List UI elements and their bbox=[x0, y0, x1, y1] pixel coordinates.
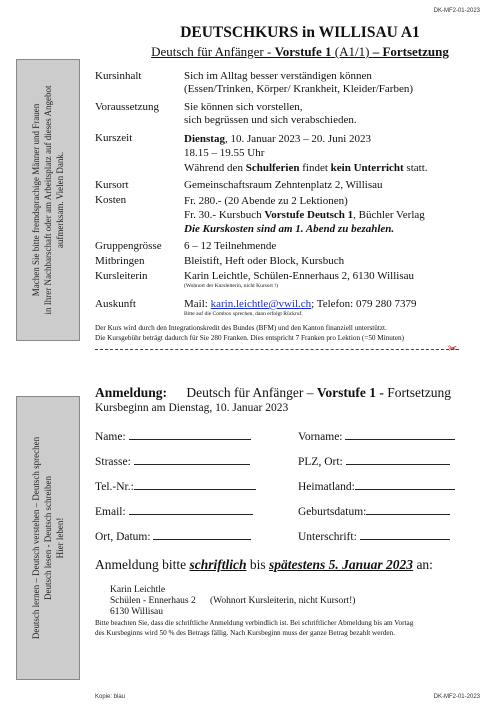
strasse-input-line[interactable] bbox=[134, 454, 250, 465]
label-auskunft: Auskunft bbox=[95, 298, 136, 310]
value-voraussetzung bbox=[184, 101, 357, 127]
sidebar-recommendation-box bbox=[16, 59, 80, 341]
document-code: DK-MF2-01-2023 bbox=[433, 8, 480, 14]
auskunft-phone: ; Telefon: 079 280 7379 bbox=[311, 298, 417, 310]
label-kursleiterin: Kursleiterin bbox=[95, 270, 148, 282]
ferien-bold: kein Unterricht bbox=[330, 162, 404, 174]
sidebar-line: Deutsch lesen - Deutsch schreiben bbox=[43, 476, 53, 600]
sidebar-slogan-text bbox=[30, 437, 66, 639]
kurszeit-ferien bbox=[184, 161, 428, 175]
value-gruppengroesse: 6 – 12 Teilnehmende bbox=[184, 240, 277, 252]
label-voraussetzung: Voraussetzung bbox=[95, 101, 159, 113]
value-kursleiterin bbox=[184, 270, 414, 290]
ferien-bold: Schulferien bbox=[245, 162, 300, 174]
label-gruppengroesse: Gruppengrösse bbox=[95, 240, 162, 252]
address-street: Schülen - Ennerhaus 2 bbox=[110, 596, 196, 606]
sidebar-line: aufmerksam. Vielen Dank. bbox=[55, 151, 65, 249]
ferien-text: statt. bbox=[403, 162, 428, 174]
plz-input-line[interactable] bbox=[346, 454, 450, 465]
auskunft-note: Bitte auf die Combox sprechen, dann erfolgt Rückruf. bbox=[184, 311, 303, 317]
registration-heading bbox=[95, 385, 451, 401]
field-geburtsdatum[interactable] bbox=[298, 504, 450, 518]
sidebar-line: in Ihrer Nachbarschaft oder am Arbeitsplatz auf dieses Angebot bbox=[43, 85, 53, 315]
instruction-text: Anmeldung bitte bbox=[95, 557, 190, 572]
field-ort-datum[interactable] bbox=[95, 529, 251, 543]
kursinhalt-line: Sich im Alltag besser verständigen können bbox=[184, 70, 372, 82]
value-kursinhalt bbox=[184, 70, 413, 96]
footer-copy-note: Kopie: blau bbox=[95, 694, 126, 700]
field-label: Strasse: bbox=[95, 456, 131, 468]
note-line: des Kursbeginns wird 50 % des Betrags fällig. Nach Kursbeginn muss der ganze Betrag bezahlt werden. bbox=[95, 629, 395, 637]
field-label: Ort, Datum: bbox=[95, 531, 151, 543]
registration-course-suffix: Fortsetzung bbox=[383, 385, 451, 400]
subtitle-level: Vorstufe 1 bbox=[274, 44, 332, 59]
sidebar-line: Deutsch lernen – Deutsch verstehen – Deutsch sprechen bbox=[31, 436, 41, 640]
sidebar-line: Hier leben! bbox=[55, 517, 65, 559]
instruction-deadline: spätestens 5. Januar 2023 bbox=[269, 557, 414, 572]
field-strasse[interactable] bbox=[95, 454, 250, 468]
scissors-icon: ✂ bbox=[448, 343, 458, 355]
cut-line bbox=[95, 349, 459, 350]
ferien-text: findet bbox=[299, 162, 331, 174]
kosten-publisher: , Büchler Verlag bbox=[353, 209, 425, 221]
registration-title: Anmeldung: bbox=[95, 385, 168, 400]
field-plz-ort[interactable] bbox=[298, 454, 450, 468]
field-label: Unterschrift: bbox=[298, 531, 357, 543]
kurszeit-dates bbox=[184, 132, 428, 146]
instruction-emphasis: schriftlich bbox=[189, 557, 247, 572]
kursleiterin-note: (Wohnort der Kursleiterin, nicht Kursort !) bbox=[184, 283, 278, 289]
auskunft-line bbox=[184, 298, 417, 311]
field-name[interactable] bbox=[95, 429, 251, 443]
ferien-text: Während den bbox=[184, 162, 246, 174]
address-note: (Wohnort Kursleiterin, nicht Kursort!) bbox=[210, 596, 356, 606]
voraussetzung-line: sich begrüssen und sich verabschieden. bbox=[184, 114, 357, 126]
label-kosten: Kosten bbox=[95, 194, 127, 206]
ort-datum-input-line[interactable] bbox=[153, 529, 251, 540]
page-subtitle bbox=[120, 44, 480, 60]
auskunft-mail-prefix: Mail: bbox=[184, 298, 211, 310]
kurszeit-day: Dienstag bbox=[184, 133, 225, 145]
name-input-line[interactable] bbox=[129, 429, 251, 440]
sidebar-line: Machen Sie bitte fremdsprachige Männer und Frauen bbox=[31, 103, 41, 297]
kosten-book: Fr. 30.- Kursbuch bbox=[184, 209, 265, 221]
field-vorname[interactable] bbox=[298, 429, 455, 443]
field-label: Tel.-Nr.: bbox=[95, 481, 134, 493]
field-tel[interactable] bbox=[95, 479, 256, 493]
kurszeit-range: , 10. Januar 2023 – 20. Juni 2023 bbox=[224, 133, 371, 145]
address-city: 6130 Willisau bbox=[110, 607, 164, 617]
label-kursinhalt: Kursinhalt bbox=[95, 70, 142, 82]
email-link[interactable]: karin.leichtle@vwil.ch bbox=[210, 298, 312, 310]
sidebar-slogan-box bbox=[16, 396, 80, 680]
kosten-book-title: Vorstufe Deutsch 1 bbox=[264, 209, 354, 221]
field-label: PLZ, Ort: bbox=[298, 456, 343, 468]
registration-start-date: Kursbeginn am Dienstag, 10. Januar 2023 bbox=[95, 402, 289, 414]
subtitle-level-code: (A1/1) bbox=[331, 44, 373, 59]
value-auskunft bbox=[184, 298, 417, 318]
registration-course-level: Vorstufe 1 - bbox=[316, 385, 384, 400]
binding-registration-note bbox=[95, 618, 413, 638]
email-input-line[interactable] bbox=[129, 504, 253, 515]
kursinhalt-line: (Essen/Trinken, Körper/ Krankheit, Kleider/Farben) bbox=[184, 83, 414, 95]
instruction-text: an: bbox=[413, 557, 433, 572]
kurszeit-time: 18.15 – 19.55 Uhr bbox=[184, 147, 265, 159]
funding-line: Der Kurs wird durch den Integrationskredit des Bundes (BFM) und den Kanton finanziell unterstützt. bbox=[95, 324, 387, 332]
kosten-line: Fr. 280.- (20 Abende zu 2 Lektionen) bbox=[184, 195, 348, 207]
label-mitbringen: Mitbringen bbox=[95, 255, 145, 267]
value-mitbringen: Bleistift, Heft oder Block, Kursbuch bbox=[184, 255, 345, 267]
field-label: Name: bbox=[95, 431, 126, 443]
page-title: DEUTSCHKURS in WILLISAU A1 bbox=[180, 24, 420, 41]
kosten-payment-note: Die Kurskosten sind am 1. Abend zu bezahlen. bbox=[184, 223, 395, 235]
subtitle-suffix: – Fortsetzung bbox=[372, 44, 449, 59]
funding-note bbox=[95, 323, 404, 343]
vorname-input-line[interactable] bbox=[345, 429, 455, 440]
value-kosten bbox=[184, 194, 425, 236]
footer-document-code: DK-MF2-01-2023 bbox=[433, 694, 480, 700]
funding-line: Die Kursgebühr beträgt dadurch für Sie 280 Franken. Dies entspricht 7 Franken pro Lektion (=50 Minuten) bbox=[95, 334, 405, 342]
field-unterschrift[interactable] bbox=[298, 529, 450, 543]
kursleiterin-line: Karin Leichtle, Schülen-Ennerhaus 2, 6130 Willisau bbox=[184, 270, 414, 282]
tel-input-line[interactable] bbox=[134, 479, 256, 490]
instruction-text: bis bbox=[246, 557, 270, 572]
field-label: Vorname: bbox=[298, 431, 343, 443]
field-heimatland[interactable] bbox=[298, 479, 455, 493]
field-label: Geburtsdatum: bbox=[298, 506, 367, 518]
label-kurszeit: Kurszeit bbox=[95, 132, 133, 144]
field-label: Heimatland: bbox=[298, 481, 355, 493]
value-kursort: Gemeinschaftsraum Zehntenplatz 2, Willisau bbox=[184, 179, 383, 191]
address-name: Karin Leichtle bbox=[110, 585, 166, 595]
registration-course: Deutsch für Anfänger – bbox=[186, 385, 317, 400]
kosten-line bbox=[184, 208, 425, 222]
sidebar-recommendation-text bbox=[30, 86, 66, 315]
subtitle-prefix: Deutsch für Anfänger - bbox=[151, 44, 275, 59]
geburtsdatum-input-line[interactable] bbox=[366, 504, 450, 515]
unterschrift-input-line[interactable] bbox=[360, 529, 450, 540]
field-email[interactable] bbox=[95, 504, 253, 518]
label-kursort: Kursort bbox=[95, 179, 129, 191]
value-kurszeit bbox=[184, 132, 428, 175]
registration-instruction bbox=[95, 557, 433, 573]
voraussetzung-line: Sie können sich vorstellen, bbox=[184, 101, 303, 113]
heimatland-input-line[interactable] bbox=[355, 479, 455, 490]
field-label: Email: bbox=[95, 506, 126, 518]
note-line: Bitte beachten Sie, dass die schriftliche Anmeldung verbindlich ist. Bei schriftlicher Abmeldung bis am Vortag bbox=[95, 619, 414, 627]
